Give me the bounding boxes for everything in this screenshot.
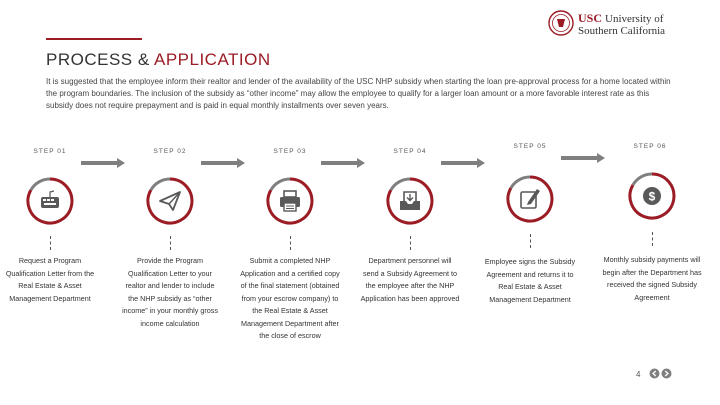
dash-1 (50, 236, 51, 250)
intro-paragraph: It is suggested that the employee inform their realtor and lender of the availability of the USC NHP subsidy when starting the loan pre-approval process for a home located within the program boundaries. The inclusion of the subsidy as “other income” may allow the employee to qualify for a larger loan amount or a more favorable interest rate as this subsidy does not require prepayment and is paid in equal monthly installments over seven years. (46, 77, 671, 110)
step-label-4: STEP 04 (393, 148, 427, 155)
next-slide-button[interactable] (661, 368, 672, 379)
edit-icon (521, 189, 540, 208)
keyboard-icon (41, 191, 59, 208)
arrow-2 (201, 158, 245, 168)
step-description-4: Department personnel will send a Subsidy Agreement to the employee after the NHP Application has been approved (360, 256, 460, 303)
step-circle-6 (628, 172, 676, 220)
dash-2 (170, 236, 171, 250)
step-description-5: Employee signs the Subsidy Agreement and returns it to Real Estate & Asset Management Department (484, 257, 576, 304)
paper-plane-icon (160, 192, 180, 210)
step-circle-4 (386, 177, 434, 225)
logo-line1: University of (605, 13, 664, 25)
dash-5 (530, 234, 531, 248)
step-label-6: STEP 06 (633, 143, 667, 150)
arrow-1 (81, 158, 125, 168)
step-description-3: Submit a completed NHP Application and a certified copy of the final statement (obtained from your escrow company) to the Real Estate & Asset Management Department after the close of escrow (240, 256, 340, 340)
step-description-2: Provide the Program Qualification Letter to your realtor and lender to include the NHP subsidy as “other income” in your monthly gross income calculation (122, 256, 218, 328)
dash-4 (410, 236, 411, 250)
page-title-main: PROCESS & (46, 50, 154, 69)
step-label-2: STEP 02 (153, 148, 187, 155)
step-description-1: Request a Program Qualification Letter from the Real Estate & Asset Management Department (5, 256, 95, 303)
printer-icon (280, 191, 300, 211)
dash-6 (652, 232, 653, 246)
title-rule (46, 38, 142, 40)
step-label-5: STEP 05 (513, 143, 547, 150)
svg-text:$: $ (648, 189, 656, 204)
inbox-icon (400, 192, 420, 210)
logo-line2: Southern California (578, 25, 666, 37)
usc-logo (548, 8, 674, 38)
page-title (46, 50, 271, 70)
arrow-5 (561, 153, 605, 163)
arrow-4 (441, 158, 485, 168)
dash-3 (290, 236, 291, 250)
page-number: 4 (636, 370, 641, 379)
prev-slide-button[interactable] (649, 368, 660, 379)
logo-usc: USC (578, 11, 603, 25)
step-circle-3 (266, 177, 314, 225)
usc-seal-icon (549, 11, 573, 35)
step-circle-5 (506, 175, 554, 223)
step-label-1: STEP 01 (33, 148, 67, 155)
step-description-6: Monthly subsidy payments will begin after the Department has received the signed Subsidy Agreement (602, 255, 702, 302)
dollar-coin-icon (643, 187, 661, 205)
page-title-accent: APPLICATION (153, 50, 271, 69)
step-circle-1 (26, 177, 74, 225)
arrow-3 (321, 158, 365, 168)
step-circle-2 (146, 177, 194, 225)
step-label-3: STEP 03 (273, 148, 307, 155)
